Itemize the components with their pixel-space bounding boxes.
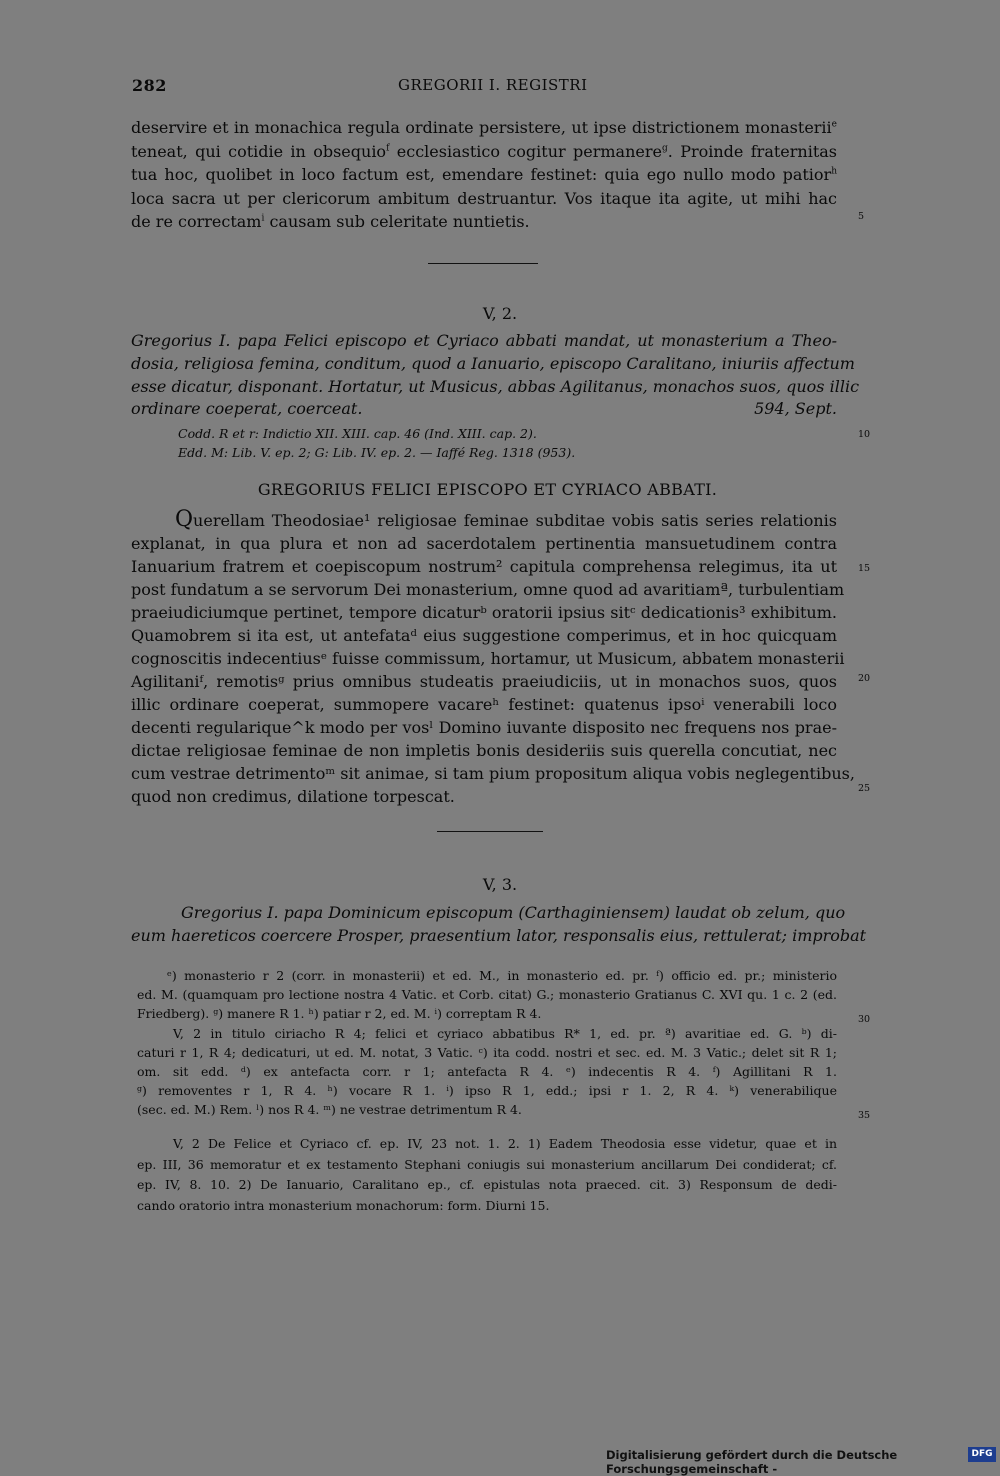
text-line: decenti regularique^k modo per vosˡ Domino iuvante disposito nec frequens nos prae- (131, 718, 837, 737)
text-line: praeiudiciumque pertinet, tempore dicaturᵇ oratorii ipsius sitᶜ dedicationis³ exhibitum. (131, 603, 837, 622)
intro-line-4: loca sacra ut per clericorum ambitum destruantur. Vos itaque ita agite, ut mihi hac (131, 188, 837, 208)
note-line: V, 2 De Felice et Cyriaco cf. ep. IV, 23 not. 1. 2. 1) Eadem Theodosia esse videtur, quae et in (173, 1136, 837, 1151)
note-line: cando oratorio intra monasterium monachorum: form. Diurni 15. (137, 1197, 550, 1213)
text-line: Ianuarium fratrem et coepiscopum nostrum² capitula comprehensa relegimus, ita ut (131, 557, 837, 576)
codices-line: Codd. R et r: Indictio XII. XIII. cap. 46 (Ind. XIII. cap. 2). (178, 426, 537, 441)
note-line: ep. IV, 8. 10. 2) De Ianuario, Caralitano ep., cf. epistulas nota praeced. cit. 3) Responsum de dedi- (137, 1177, 837, 1192)
apparatus-line: ᵍ) removentes r 1, R 4. ʰ) vocare R 1. ⁱ) ipso R 1, edd.; ipsi r 1. 2, R 4. ᵏ) venerabilique (137, 1083, 837, 1099)
text-line: Agilitaniᶠ, remotisᵍ prius omnibus studeatis praeiudiciis, ut in monachos suos, quos (131, 672, 837, 691)
intro-line-3: tua hoc, quolibet in loco factum est, emendare festinet: quia ego nullo modo patior$^h$ (131, 165, 837, 185)
letter-title-v2: GREGORIUS FELICI EPISCOPO ET CYRIACO ABBATI. (257, 480, 718, 499)
line-number-10: 10 (858, 429, 871, 440)
apparatus-line: (sec. ed. M.) Rem. ˡ) nos R 4. ᵐ) ne vestrae detrimentum R 4. (137, 1102, 522, 1118)
intro-line-5: de re correctam$^i$ causam sub celeritate nuntietis. (131, 212, 530, 232)
text-line: cum vestrae detrimentoᵐ sit animae, si tam pium propositum aliqua vobis neglegentibus, (131, 764, 855, 783)
apparatus-line: om. sit edd. ᵈ) ex antefacta corr. r 1; antefacta R 4. ᵉ) indecentis R 4. ᶠ) Agillitani R 1. (137, 1064, 837, 1080)
page-number: 282 (132, 76, 167, 95)
summary-line: esse dicatur, disponant. Hortatur, ut Musicus, abbas Agilitanus, monachos suos, quos illic (131, 376, 860, 396)
apparatus-line: Friedberg). ᵍ) manere R 1. ʰ) patiar r 2, ed. M. ⁱ) correptam R 4. (137, 1006, 542, 1022)
line-number-20: 20 (858, 673, 871, 684)
apparatus-line: caturi r 1, R 4; dedicaturi, ut ed. M. notat, 3 Vatic. ᶜ) ita codd. nostri et sec. ed. M. 3 Vatic.; delet sit R 1; (137, 1044, 837, 1060)
line-number-25: 25 (858, 783, 871, 794)
summary-line: ordinare coeperat, coerceat. 594, Sept. (131, 398, 837, 421)
line-number-15: 15 (858, 563, 871, 574)
text-line: dictae religiosae feminae de non impletis bonis desideriis suis querella concutiat, nec (131, 741, 837, 760)
summary-line: eum haereticos coercere Prosper, praesentium lator, responsalis eius, rettulerat; improbat (131, 925, 867, 945)
letter-summary-v3 (131, 902, 867, 948)
line-number-35: 35 (858, 1110, 871, 1121)
note-line: ep. III, 36 memoratur et ex testamento Stephani coniugis sui monasterium ancillarum Dei condiderat; cf. (137, 1156, 837, 1172)
text-line: illic ordinare coeperat, summopere vacareʰ festinet: quatenus ipsoⁱ venerabili loco (131, 695, 837, 714)
letter-text-v2 (131, 507, 855, 808)
text-line: Querellam Theodosiae¹ religiosae feminae subditae vobis satis series relationis (175, 507, 837, 532)
letter-number-v2: V, 2. (482, 304, 518, 323)
summary-line: Gregorius I. papa Dominicum episcopum (Carthaginiensem) laudat ob zelum, quo (181, 903, 846, 922)
section-divider (437, 831, 543, 832)
intro-line-1: deservire et in monachica regula ordinate persistere, ut ipse districtionem monasterii$^e$ (131, 118, 837, 137)
line-number-5: 5 (858, 211, 865, 222)
editions-line: Edd. M: Lib. V. ep. 2; G: Lib. IV. ep. 2. — Iaffé Reg. 1318 (953). (178, 445, 576, 461)
text-line: post fundatum a se servorum Dei monasterium, omne quod ad avaritiamª, turbulentiam (131, 580, 845, 599)
drop-letter: Q (175, 507, 194, 532)
section-divider (428, 263, 538, 264)
critical-apparatus (137, 966, 837, 1120)
letter-summary-v2 (131, 330, 860, 421)
apparatus-line: ᵉ) monasterio r 2 (corr. in monasterii) et ed. M., in monasterio ed. pr. ᶠ) officio ed. pr.; ministerio (167, 968, 837, 983)
line-number-30: 30 (858, 1014, 871, 1025)
digitization-credit: Digitalisierung gefördert durch die Deutsche Forschungsgemeinschaft - (606, 1448, 898, 1476)
explanatory-notes (137, 1134, 837, 1216)
letter-date: 594, Sept. (754, 399, 837, 419)
apparatus-line: ed. M. (quamquam pro lectione nostra 4 Vatic. et Corb. citat) G.; monasterio Gratianus C. XVI qu. 1 c. 2 (ed. (137, 987, 837, 1003)
letter-number-v3: V, 3. (482, 875, 518, 894)
apparatus-line: V, 2 in titulo ciriacho R 4; felici et cyriaco abbatibus R* 1, ed. pr. ª) avaritiae ed. G. ᵇ) di- (173, 1025, 837, 1041)
running-title: GREGORII I. REGISTRI (398, 76, 588, 94)
summary-line: dosia, religiosa femina, conditum, quod a Ianuario, episcopo Caralitano, iniuriis affectum (131, 353, 855, 373)
text-line: quod non credimus, dilatione torpescat. (131, 787, 455, 806)
text-line: Quamobrem si ita est, ut antefataᵈ eius suggestione comperimus, et in hoc quicquam (131, 626, 837, 645)
summary-line: Gregorius I. papa Felici episcopo et Cyriaco abbati mandat, ut monasterium a Theo- (131, 331, 837, 350)
intro-line-2: teneat, qui cotidie in obsequio$^f$ ecclesiastico cogitur permanere$^g$. Proinde fraternitas (131, 141, 838, 161)
intro-paragraph (131, 116, 837, 234)
dfg-logo: DFG (968, 1447, 996, 1462)
text-line: explanat, in qua plura et non ad sacerdotalem pertinentia mansuetudinem contra (131, 534, 837, 553)
manuscripts-note (178, 424, 575, 462)
text-line: cognoscitis indecentiusᵉ fuisse commissum, hortamur, ut Musicum, abbatem monasterii (131, 649, 845, 668)
